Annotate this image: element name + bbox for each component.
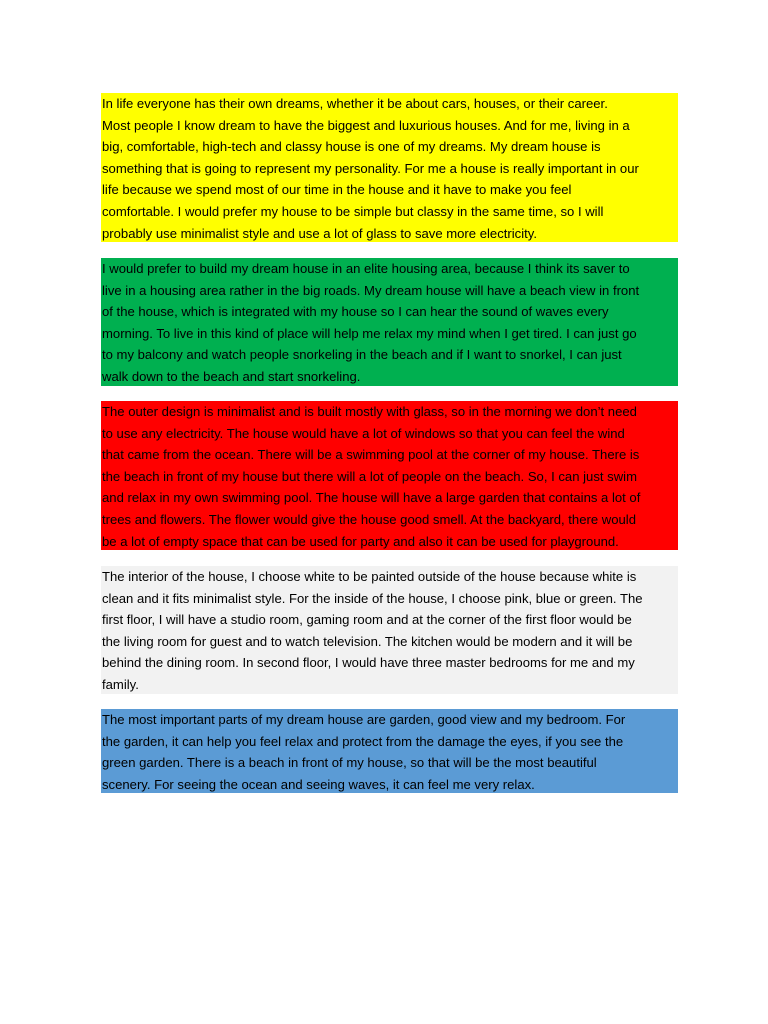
text-line: be a lot of empty space that can be used for party and also it can be used for playground. (102, 533, 619, 549)
text-line: something that is going to represent my personality. For me a house is really important in our (102, 160, 639, 176)
paragraph-gray-highlight (101, 566, 678, 694)
text-line: clean and it fits minimalist style. For the inside of the house, I choose pink, blue or green. The (102, 590, 643, 606)
text-line: first floor, I will have a studio room, gaming room and at the corner of the first floor would be (102, 612, 632, 628)
text-line: to use any electricity. The house would have a lot of windows so that you can feel the wind (102, 425, 625, 441)
text-line: big, comfortable, high-tech and classy house is one of my dreams. My dream house is (102, 139, 601, 155)
text-line: and relax in my own swimming pool. The house will have a large garden that contains a lot of (102, 490, 641, 506)
text-line: In life everyone has their own dreams, whether it be about cars, houses, or their career. (102, 96, 608, 111)
text-line: The interior of the house, I choose white to be painted outside of the house because white is (102, 569, 637, 584)
text-line: that came from the ocean. There will be a swimming pool at the corner of my house. There is (102, 447, 640, 463)
text-line: I would prefer to build my dream house in an elite housing area, because I think its saver to (102, 261, 630, 276)
text-line: The outer design is minimalist and is built mostly with glass, so in the morning we don’t need (102, 404, 637, 419)
text-line: the living room for guest and to watch television. The kitchen would be modern and it will be (102, 633, 633, 649)
paragraph-yellow-highlight (101, 93, 678, 242)
text-line: the beach in front of my house but there will a lot of people on the beach. So, I can just swim (102, 468, 637, 484)
text-line: of the house, which is integrated with my house so I can hear the sound of waves every (102, 304, 609, 320)
text-line: The most important parts of my dream house are garden, good view and my bedroom. For (102, 712, 626, 727)
text-line: green garden. There is a beach in front of my house, so that will be the most beautiful (102, 755, 597, 771)
text-line: behind the dining room. In second floor, I would have three master bedrooms for me and my (102, 655, 635, 671)
text-line: probably use minimalist style and use a lot of glass to save more electricity. (102, 225, 537, 241)
text-line: morning. To live in this kind of place will help me relax my mind when I get tired. I can just go (102, 325, 637, 341)
text-line: family. (102, 676, 139, 692)
text-line: Most people I know dream to have the biggest and luxurious houses. And for me, living in a (102, 117, 630, 133)
paragraph-green-highlight (101, 258, 678, 386)
paragraph-red-highlight (101, 401, 678, 550)
text-line: scenery. For seeing the ocean and seeing waves, it can feel me very relax. (102, 776, 535, 792)
text-line: life because we spend most of our time in the house and it have to make you feel (102, 182, 572, 198)
text-line: to my balcony and watch people snorkeling in the beach and if I want to snorkel, I can just (102, 347, 622, 363)
text-line: trees and flowers. The flower would give the house good smell. At the backyard, there would (102, 511, 636, 527)
paragraph-blue-highlight (101, 709, 678, 793)
text-line: comfortable. I would prefer my house to be simple but classy in the same time, so I will (102, 203, 604, 219)
text-line: live in a housing area rather in the big roads. My dream house will have a beach view in front (102, 282, 640, 298)
text-line: walk down to the beach and start snorkeling. (102, 368, 361, 384)
text-line: the garden, it can help you feel relax and protect from the damage the eyes, if you see the (102, 733, 624, 749)
